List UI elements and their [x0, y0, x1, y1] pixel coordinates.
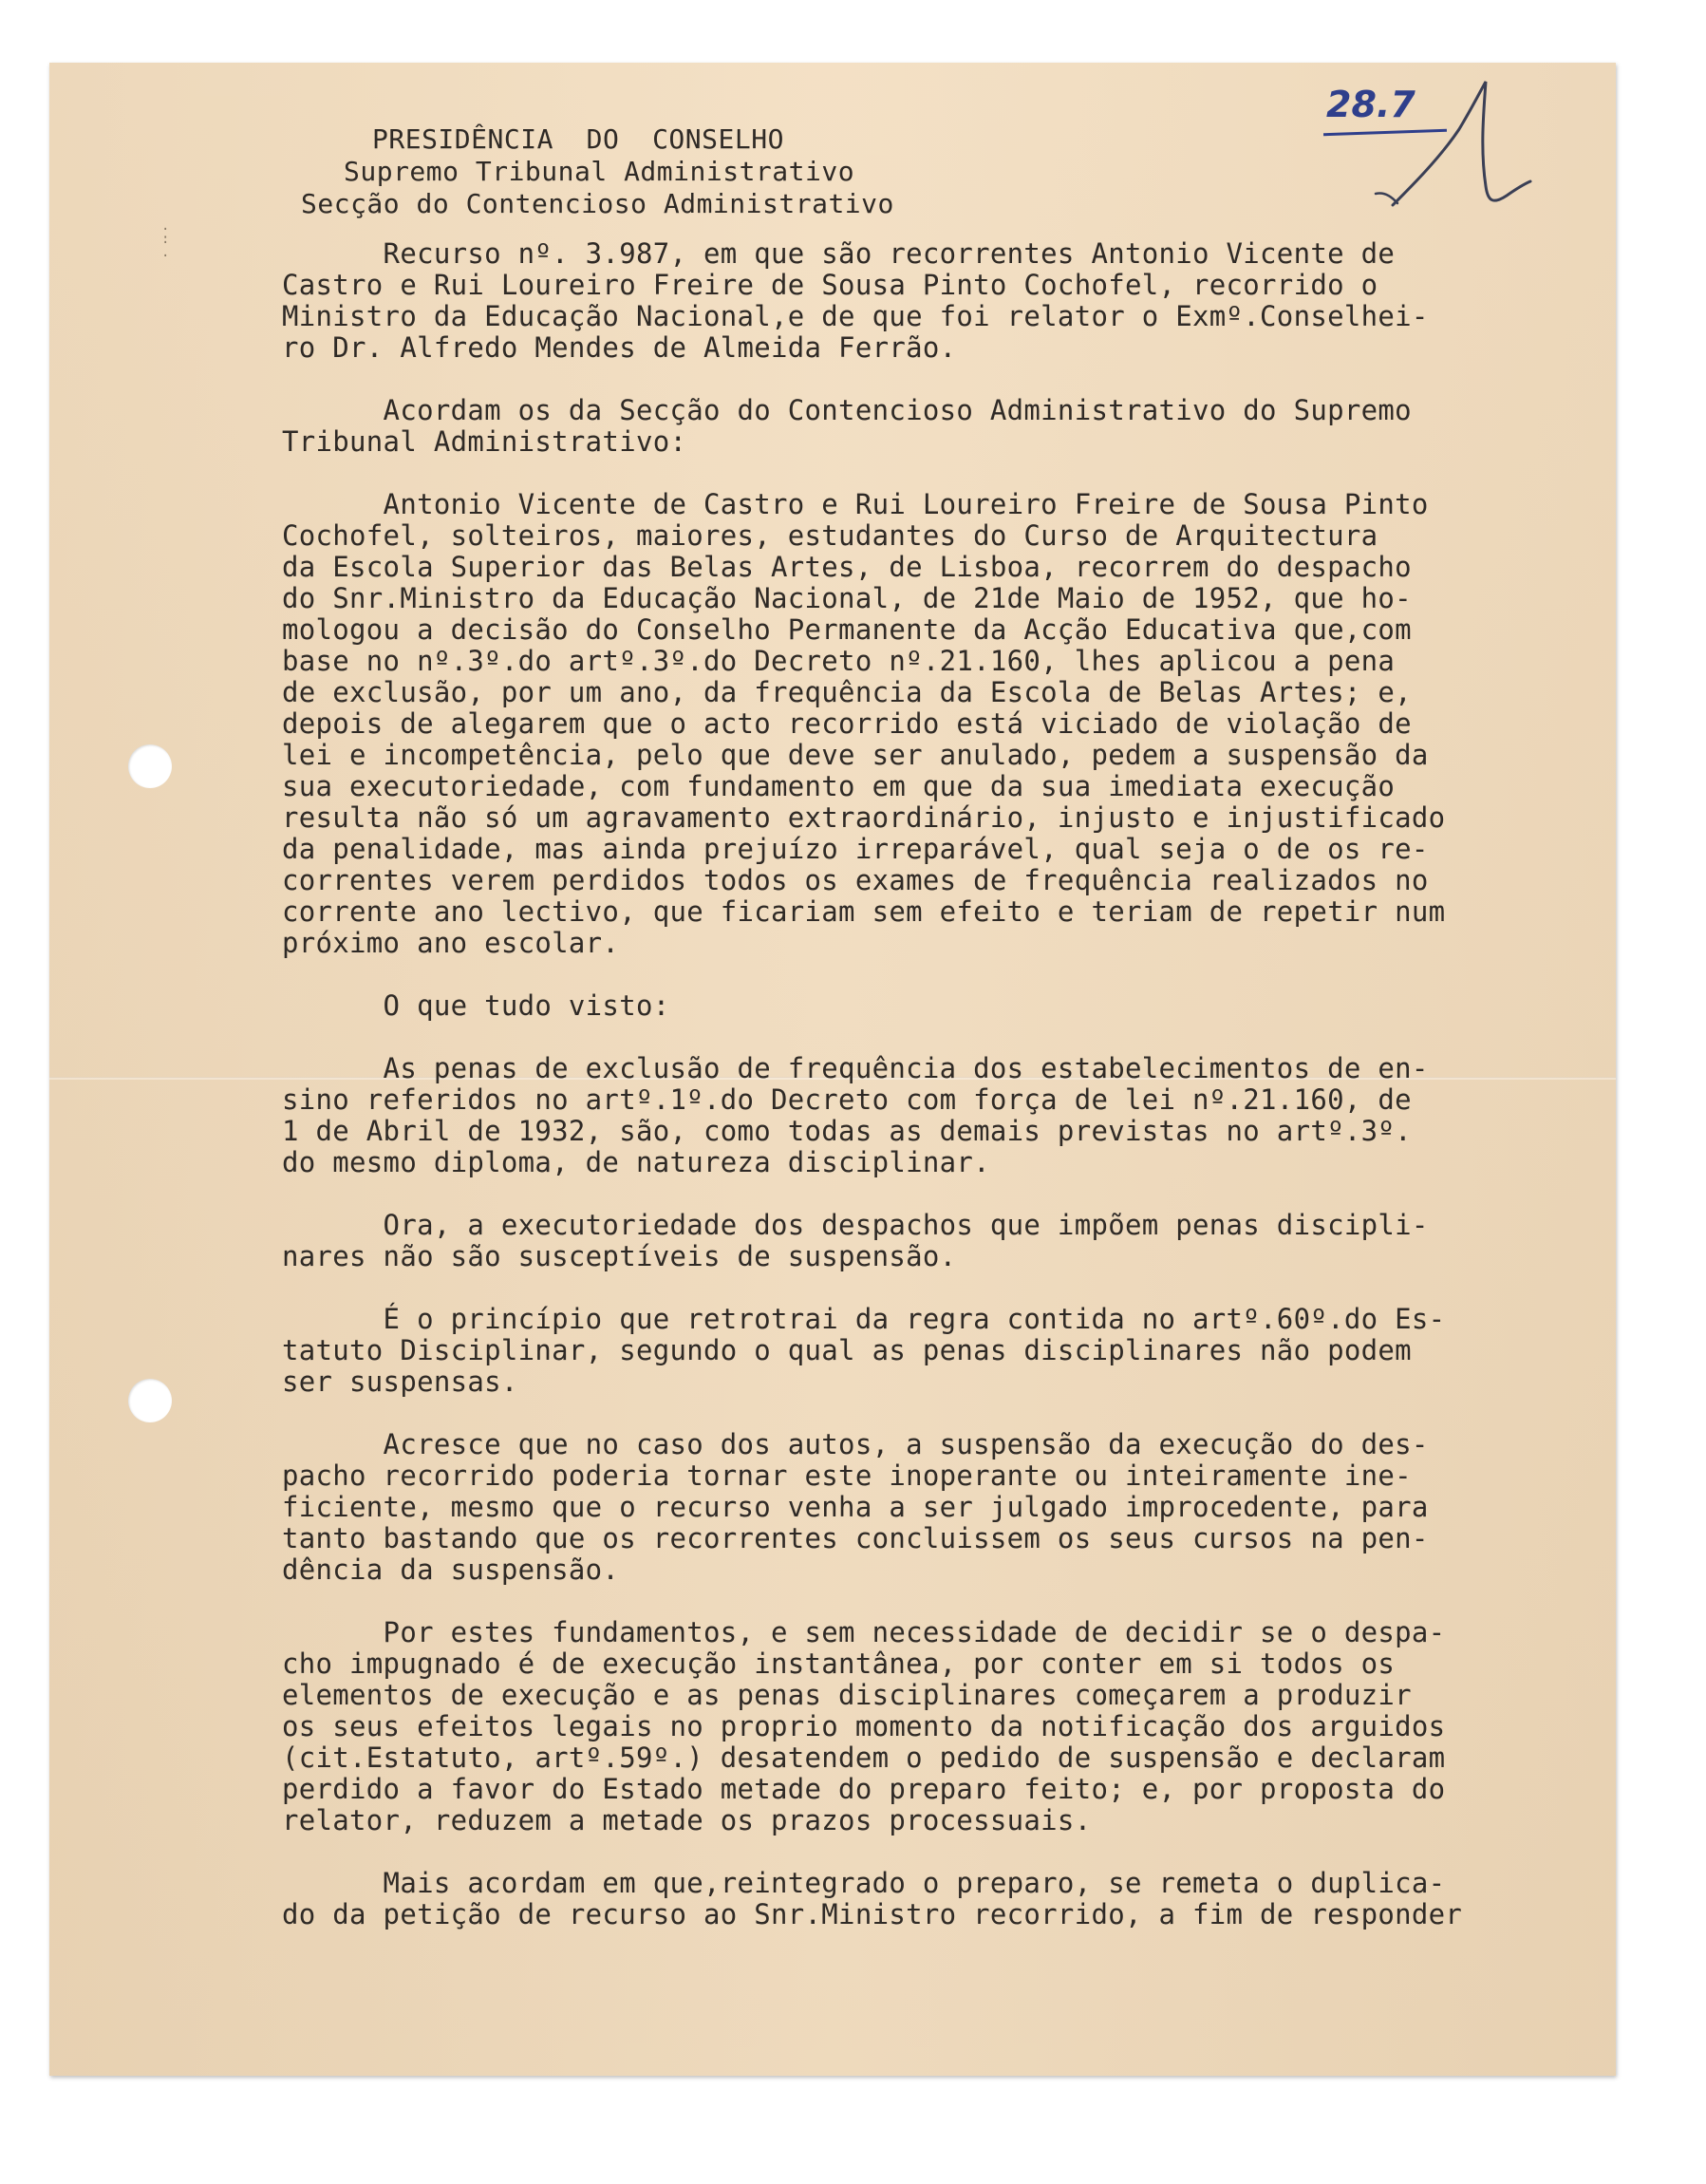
- text-line: Cochofel, solteiros, maiores, estudantes do Curso de Arquitectura: [282, 519, 1378, 552]
- paragraph: [282, 395, 1597, 458]
- text-line: os seus efeitos legais no proprio momento da notificação dos arguidos: [282, 1710, 1446, 1742]
- text-line: de exclusão, por um ano, da frequência da Escola de Belas Artes; e,: [282, 676, 1412, 708]
- text-line: Acordam os da Secção do Contencioso Administrativo do Supremo: [282, 394, 1412, 426]
- text-line: Por estes fundamentos, e sem necessidade de decidir se o despa-: [282, 1616, 1446, 1648]
- punch-hole-upper: [128, 744, 172, 788]
- letterhead: [49, 123, 1616, 220]
- text-line: mologou a decisão do Conselho Permanente da Acção Educativa que,com: [282, 613, 1412, 646]
- text-line: (cit.Estatuto, artº.59º.) desatendem o pedido de suspensão e declaram: [282, 1742, 1446, 1774]
- text-line: do mesmo diploma, de natureza disciplinar.: [282, 1146, 990, 1178]
- document-sheet: [49, 63, 1616, 2076]
- text-line: Tribunal Administrativo:: [282, 425, 687, 458]
- text-line: corrente ano lectivo, que ficariam sem efeito e teriam de repetir num: [282, 895, 1446, 928]
- text-line: da penalidade, mas ainda prejuízo irreparável, qual seja o de os re-: [282, 833, 1429, 865]
- paragraph: [282, 1210, 1597, 1272]
- text-line: sua executoriedade, com fundamento em que da sua imediata execução: [282, 770, 1396, 802]
- text-line: lei e incompetência, pelo que deve ser anulado, pedem a suspensão da: [282, 739, 1429, 771]
- page-number-mark: 28.7: [1326, 84, 1415, 125]
- text-line: próximo ano escolar.: [282, 927, 620, 959]
- text-line: pacho recorrido poderia tornar este inoperante ou inteiramente ine-: [282, 1459, 1412, 1492]
- paragraph: [282, 1304, 1597, 1398]
- paragraph: [282, 489, 1597, 959]
- paragraph: [282, 1053, 1597, 1178]
- text-line: perdido a favor do Estado metade do preparo feito; e, por proposta do: [282, 1773, 1446, 1805]
- paragraph: [282, 1868, 1597, 1930]
- text-line: Ministro da Educação Nacional,e de que foi relator o Exmº.Conselhei-: [282, 300, 1429, 332]
- text-line: ser suspensas.: [282, 1365, 518, 1398]
- text-line: da Escola Superior das Belas Artes, de Lisboa, recorrem do despacho: [282, 551, 1412, 583]
- text-line: depois de alegarem que o acto recorrido está viciado de violação de: [282, 707, 1412, 740]
- text-line: elementos de execução e as penas disciplinares começarem a produzir: [282, 1679, 1412, 1711]
- text-line: Mais acordam em que,reintegrado o preparo, se remeta o duplica-: [282, 1867, 1446, 1899]
- header-presidencia: PRESIDÊNCIA DO CONSELHO: [372, 123, 784, 155]
- text-line: O que tudo visto:: [282, 989, 670, 1022]
- text-line: relator, reduzem a metade os prazos processuais.: [282, 1804, 1092, 1836]
- text-line: base no nº.3º.do artº.3º.do Decreto nº.21.160, lhes aplicou a pena: [282, 645, 1396, 677]
- text-line: correntes verem perdidos todos os exames de frequência realizados no: [282, 864, 1429, 896]
- text-line: cho impugnado é de execução instantânea, por conter em si todos os: [282, 1647, 1396, 1680]
- text-line: ro Dr. Alfredo Mendes de Almeida Ferrão.: [282, 331, 957, 364]
- text-line: resulta não só um agravamento extraordinário, injusto e injustificado: [282, 801, 1446, 834]
- text-line: Ora, a executoriedade dos despachos que impõem penas discipli-: [282, 1209, 1429, 1241]
- paragraph: [282, 1429, 1597, 1586]
- text-line: ficiente, mesmo que o recurso venha a ser julgado improcedente, para: [282, 1491, 1429, 1523]
- document-body: [282, 238, 1597, 1962]
- text-line: sino referidos no artº.1º.do Decreto com força de lei nº.21.160, de: [282, 1083, 1412, 1116]
- text-line: dência da suspensão.: [282, 1553, 620, 1586]
- text-line: nares não são susceptíveis de suspensão.: [282, 1240, 957, 1272]
- text-line: Antonio Vicente de Castro e Rui Loureiro Freire de Sousa Pinto: [282, 488, 1429, 520]
- text-line: 1 de Abril de 1932, são, como todas as demais previstas no artº.3º.: [282, 1115, 1412, 1147]
- text-line: Recurso nº. 3.987, em que são recorrentes Antonio Vicente de: [282, 237, 1396, 270]
- text-line: do da petição de recurso ao Snr.Ministro recorrido, a fim de responder: [282, 1898, 1463, 1930]
- paragraph: [282, 238, 1597, 364]
- text-line: É o princípio que retrotrai da regra contida no artº.60º.do Es-: [282, 1303, 1446, 1335]
- side-mark: . : .: [161, 218, 172, 260]
- text-line: do Snr.Ministro da Educação Nacional, de 21de Maio de 1952, que ho-: [282, 582, 1412, 614]
- header-seccao: Secção do Contencioso Administrativo: [301, 188, 894, 219]
- header-tribunal: Supremo Tribunal Administrativo: [344, 156, 855, 187]
- text-line: tanto bastando que os recorrentes concluissem os seus cursos na pen-: [282, 1522, 1429, 1554]
- text-line: As penas de exclusão de frequência dos estabelecimentos de en-: [282, 1052, 1429, 1084]
- paragraph: [282, 990, 1597, 1022]
- text-line: tatuto Disciplinar, segundo o qual as penas disciplinares não podem: [282, 1334, 1412, 1366]
- paragraph: [282, 1617, 1597, 1836]
- text-line: Castro e Rui Loureiro Freire de Sousa Pinto Cochofel, recorrido o: [282, 269, 1378, 301]
- punch-hole-lower: [128, 1379, 172, 1422]
- text-line: Acresce que no caso dos autos, a suspensão da execução do des-: [282, 1428, 1429, 1460]
